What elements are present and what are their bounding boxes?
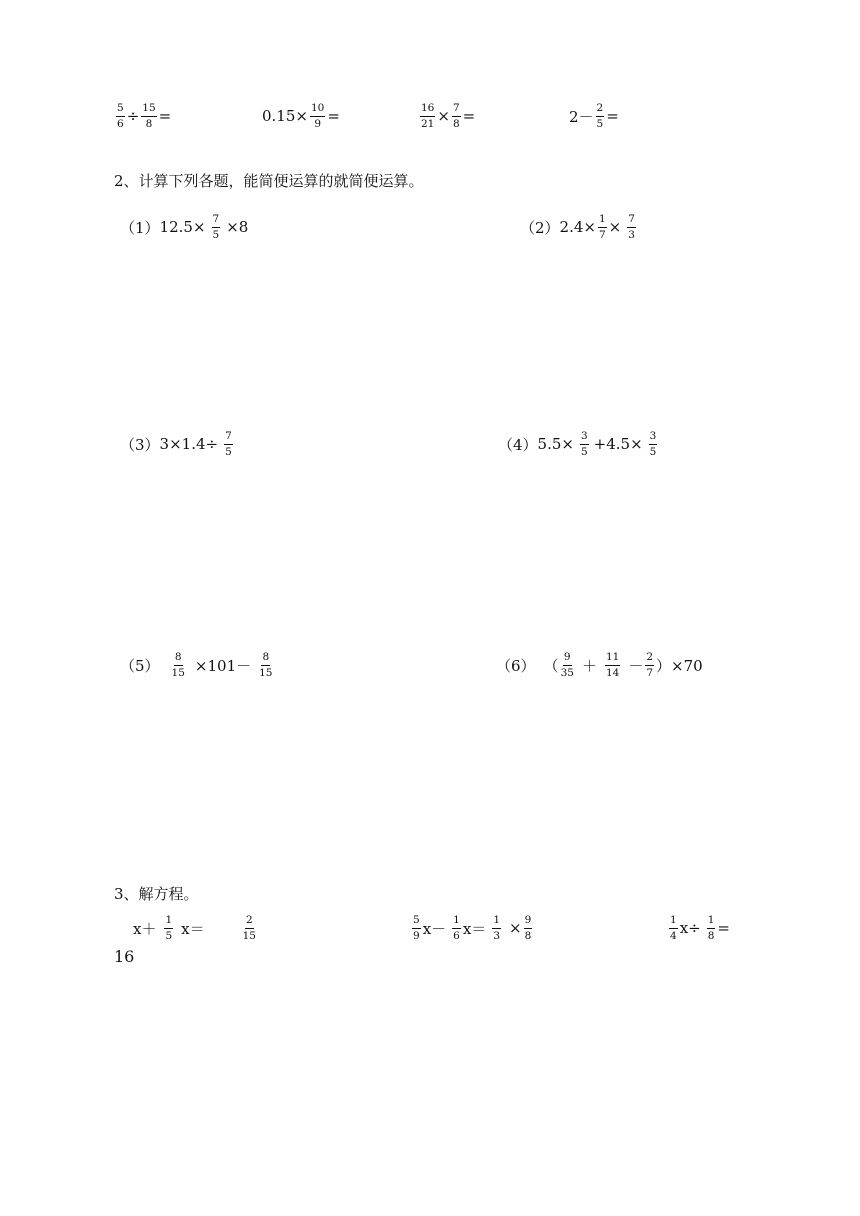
fraction: $\frac{1}{6}$ [453, 914, 460, 942]
equation-3: $\frac{1}{4}$ x÷ $\frac{1}{8}$ = [670, 914, 730, 942]
section2-heading: 2、计算下列各题，能简便运算的就简便运算。 [114, 172, 424, 190]
fraction: $\frac{1}{3}$ [493, 914, 500, 942]
fraction: $\frac{5}{9}$ [413, 914, 420, 942]
fraction: $\frac{8}{15}$ [259, 651, 273, 679]
fraction: $\frac{7}{5}$ [212, 213, 220, 241]
equation-2: $\frac{5}{9}$ x－ $\frac{1}{6}$ x＝ $\frac{1}{3}$ × $\frac{9}{8}$ [413, 914, 532, 942]
fraction: $\frac{16}{21}$ [421, 102, 435, 130]
fraction: $\frac{10}{9}$ [310, 102, 325, 130]
problem-5: （5） $\frac{8}{15}$ ×101－ $\frac{8}{15}$ [120, 651, 273, 679]
fraction: $\frac{9}{8}$ [524, 914, 532, 942]
section3-heading: 3、解方程。 [114, 885, 199, 903]
problem-2: （2） 2.4× $\frac{1}{7}$ × $\frac{7}{3}$ [520, 213, 635, 241]
equation-1: x＋ $\frac{1}{5}$ x＝ $\frac{2}{15}$ [133, 914, 256, 942]
problem-1: （1） 12.5× $\frac{7}{5}$ ×8 [120, 213, 249, 241]
row1-expr-d: 2－ $\frac{2}{5}$ = [569, 102, 619, 130]
fraction: $\frac{2}{7}$ [646, 651, 654, 679]
fraction: $\frac{5}{6}$ [117, 102, 124, 130]
row1-expr-a: $\frac{5}{6}$ ÷ $\frac{15}{8}$ = [117, 102, 172, 130]
fraction: $\frac{1}{4}$ [670, 914, 677, 942]
fraction: $\frac{2}{5}$ [596, 102, 604, 130]
row1-expr-b: 0.15× $\frac{10}{9}$ = [262, 102, 340, 130]
fraction: $\frac{3}{5}$ [580, 430, 588, 458]
fraction: $\frac{1}{5}$ [165, 914, 173, 942]
fraction: $\frac{11}{14}$ [605, 651, 620, 679]
fraction: $\frac{1}{7}$ [598, 213, 606, 241]
problem-3: （3） 3×1.4÷ $\frac{7}{5}$ [120, 430, 232, 458]
fraction: $\frac{7}{5}$ [225, 430, 232, 458]
fraction: $\frac{2}{15}$ [242, 914, 256, 942]
fraction: $\frac{8}{15}$ [171, 651, 185, 679]
fraction: $\frac{9}{35}$ [560, 651, 574, 679]
page-number: 16 [114, 947, 135, 966]
fraction: $\frac{15}{8}$ [142, 102, 156, 130]
fraction: $\frac{7}{8}$ [452, 102, 460, 130]
problem-6: （6） （ $\frac{9}{35}$ ＋ $\frac{11}{14}$ － $\frac{2}{7}$ ）×70 [496, 651, 703, 679]
fraction: $\frac{3}{5}$ [649, 430, 657, 458]
problem-4: （4） 5.5× $\frac{3}{5}$ +4.5× $\frac{3}{5}$ [498, 430, 657, 458]
row1-expr-c: $\frac{16}{21}$ × $\frac{7}{8}$ = [421, 102, 476, 130]
fraction: $\frac{7}{3}$ [628, 213, 635, 241]
fraction: $\frac{1}{8}$ [707, 914, 715, 942]
